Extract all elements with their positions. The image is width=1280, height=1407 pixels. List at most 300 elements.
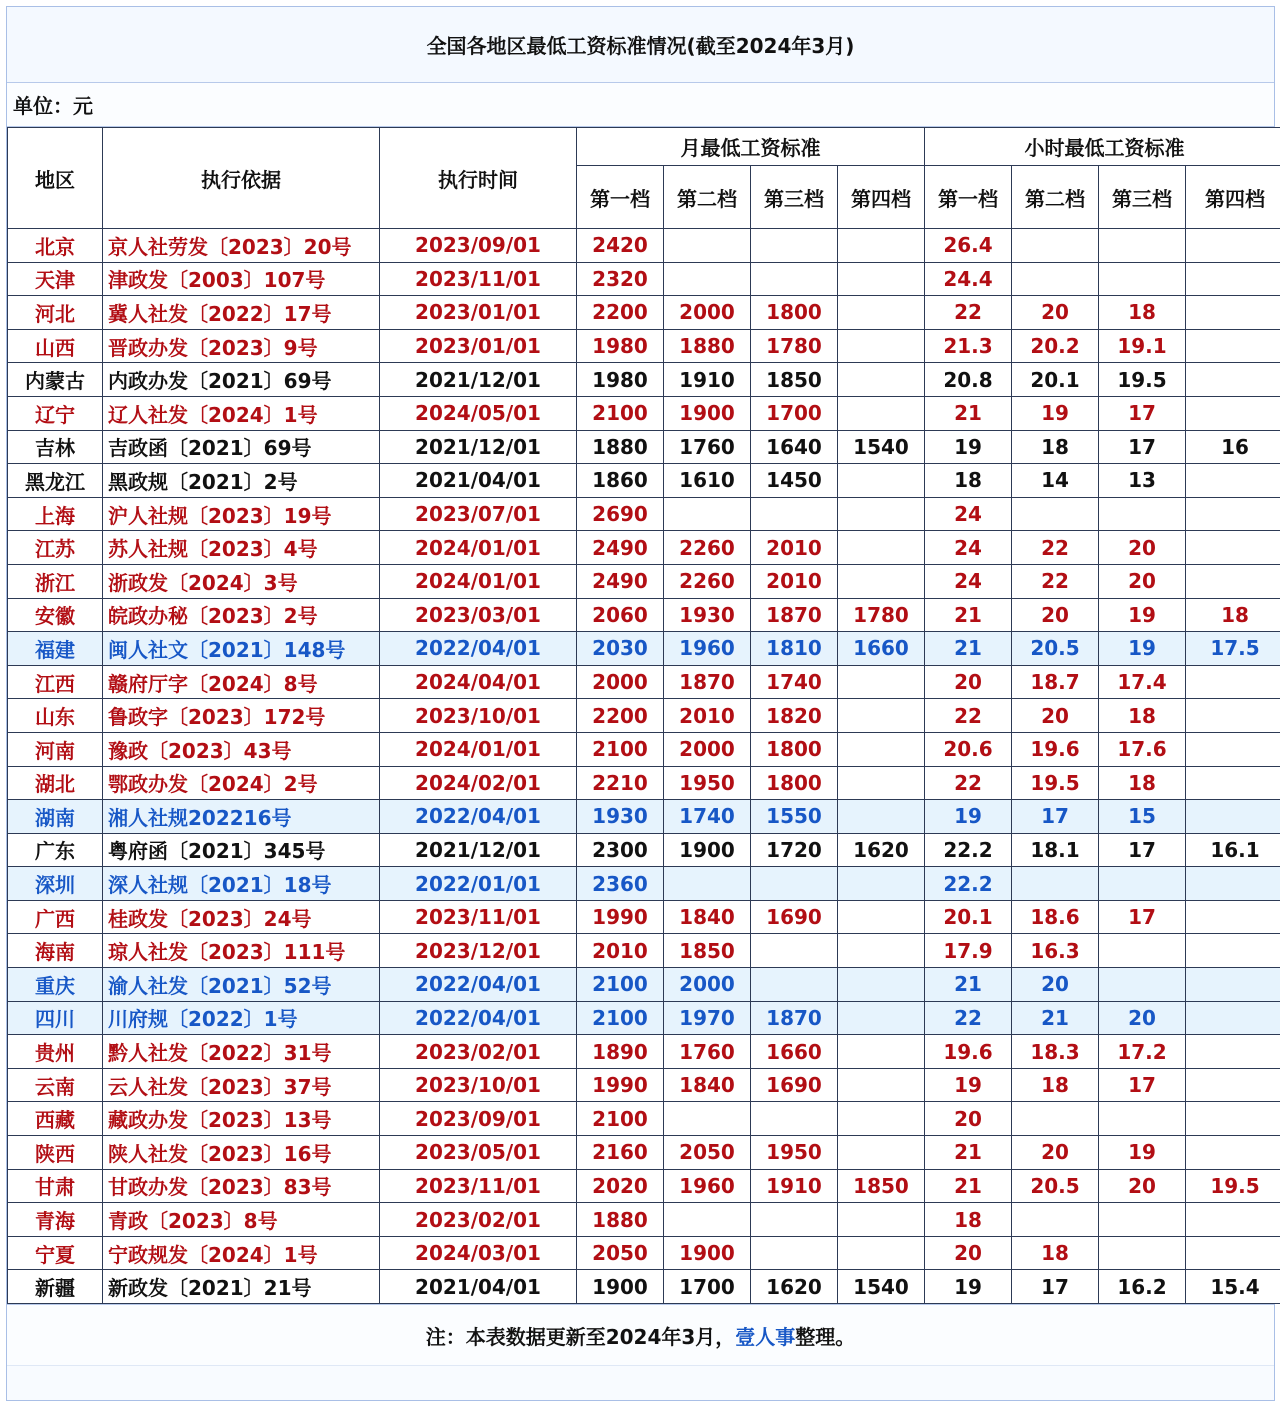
monthly-tier-1-cell: 2160 (577, 1136, 664, 1170)
date-cell: 2024/05/01 (380, 396, 577, 430)
region-cell: 安徽 (8, 598, 103, 632)
hourly-tier-1-cell: 21 (925, 1169, 1012, 1203)
monthly-tier-1-cell: 2320 (577, 262, 664, 296)
monthly-tier-2-cell: 1760 (664, 430, 751, 464)
hourly-tier-3-cell: 17.2 (1099, 1035, 1186, 1069)
hourly-tier-3-cell: 17 (1099, 430, 1186, 464)
hourly-tier-1-cell: 21 (925, 598, 1012, 632)
basis-cell: 京人社劳发〔2023〕20号 (103, 229, 380, 263)
monthly-tier-3-cell (751, 934, 838, 968)
monthly-tier-2-cell (664, 262, 751, 296)
region-cell: 河北 (8, 296, 103, 330)
monthly-tier-2-cell (664, 229, 751, 263)
monthly-tier-2-cell (664, 1203, 751, 1237)
table-row (8, 262, 1280, 296)
table-row (8, 1270, 1280, 1304)
hourly-tier-3-cell (1099, 867, 1186, 901)
monthly-tier-1-cell: 2100 (577, 1102, 664, 1136)
hourly-tier-3-cell (1099, 1102, 1186, 1136)
table-row (8, 934, 1280, 968)
table-row (8, 363, 1280, 397)
hourly-tier-3-cell: 20 (1099, 531, 1186, 565)
hourly-tier-1-cell: 18 (925, 464, 1012, 498)
hourly-tier-3-cell (1099, 1236, 1186, 1270)
monthly-tier-2-cell: 1840 (664, 900, 751, 934)
hourly-tier-4-cell (1186, 968, 1280, 1002)
date-cell: 2024/01/01 (380, 564, 577, 598)
region-cell: 四川 (8, 1001, 103, 1035)
header-region: 地区 (8, 128, 103, 229)
region-cell: 江苏 (8, 531, 103, 565)
monthly-tier-4-cell: 1660 (838, 632, 925, 666)
monthly-tier-1-cell: 1860 (577, 464, 664, 498)
unit-label: 单位：元 (7, 83, 1274, 127)
header-hourly-tier-2: 第二档 (1012, 166, 1099, 229)
hourly-tier-1-cell: 20.8 (925, 363, 1012, 397)
monthly-tier-1-cell: 2200 (577, 699, 664, 733)
hourly-tier-4-cell (1186, 934, 1280, 968)
monthly-tier-1-cell: 2100 (577, 732, 664, 766)
basis-cell: 渝人社发〔2021〕52号 (103, 968, 380, 1002)
table-row (8, 564, 1280, 598)
region-cell: 吉林 (8, 430, 103, 464)
monthly-tier-4-cell (838, 934, 925, 968)
hourly-tier-4-cell (1186, 1236, 1280, 1270)
basis-cell: 赣府厅字〔2024〕8号 (103, 665, 380, 699)
monthly-tier-2-cell: 1900 (664, 833, 751, 867)
monthly-tier-4-cell: 1780 (838, 598, 925, 632)
monthly-tier-3-cell (751, 1203, 838, 1237)
monthly-tier-4-cell (838, 1203, 925, 1237)
hourly-tier-3-cell: 18 (1099, 766, 1186, 800)
hourly-tier-1-cell: 21 (925, 968, 1012, 1002)
monthly-tier-1-cell: 1880 (577, 1203, 664, 1237)
table-row (8, 665, 1280, 699)
table-row (8, 329, 1280, 363)
basis-cell: 辽人社发〔2024〕1号 (103, 396, 380, 430)
monthly-tier-4-cell (838, 665, 925, 699)
monthly-tier-1-cell: 2060 (577, 598, 664, 632)
footer-suffix: 整理。 (795, 1324, 856, 1349)
hourly-tier-1-cell: 17.9 (925, 934, 1012, 968)
date-cell: 2023/05/01 (380, 1136, 577, 1170)
hourly-tier-3-cell: 17.6 (1099, 732, 1186, 766)
monthly-tier-4-cell (838, 564, 925, 598)
hourly-tier-1-cell: 22 (925, 296, 1012, 330)
hourly-tier-4-cell (1186, 900, 1280, 934)
hourly-tier-3-cell: 19.1 (1099, 329, 1186, 363)
monthly-tier-3-cell: 1700 (751, 396, 838, 430)
table-row (8, 531, 1280, 565)
region-cell: 湖北 (8, 766, 103, 800)
monthly-tier-4-cell (838, 900, 925, 934)
basis-cell: 津政发〔2003〕107号 (103, 262, 380, 296)
hourly-tier-2-cell: 20.5 (1012, 632, 1099, 666)
date-cell: 2023/01/01 (380, 329, 577, 363)
monthly-tier-3-cell: 1780 (751, 329, 838, 363)
hourly-tier-4-cell: 16 (1186, 430, 1280, 464)
date-cell: 2024/01/01 (380, 732, 577, 766)
hourly-tier-2-cell: 20.5 (1012, 1169, 1099, 1203)
monthly-tier-2-cell (664, 497, 751, 531)
table-row (8, 833, 1280, 867)
hourly-tier-2-cell: 16.3 (1012, 934, 1099, 968)
monthly-tier-1-cell: 2200 (577, 296, 664, 330)
hourly-tier-1-cell: 21.3 (925, 329, 1012, 363)
date-cell: 2022/01/01 (380, 867, 577, 901)
monthly-tier-1-cell: 2490 (577, 564, 664, 598)
header-monthly-group: 月最低工资标准 (577, 128, 925, 166)
table-row (8, 1102, 1280, 1136)
region-cell: 广东 (8, 833, 103, 867)
header-monthly-tier-2: 第二档 (664, 166, 751, 229)
monthly-tier-4-cell (838, 968, 925, 1002)
monthly-tier-2-cell: 2000 (664, 732, 751, 766)
monthly-tier-2-cell: 1700 (664, 1270, 751, 1304)
monthly-tier-4-cell (838, 497, 925, 531)
hourly-tier-3-cell (1099, 229, 1186, 263)
header-hourly-tier-3: 第三档 (1099, 166, 1186, 229)
hourly-tier-4-cell (1186, 363, 1280, 397)
hourly-tier-3-cell: 20 (1099, 1169, 1186, 1203)
hourly-tier-1-cell: 22 (925, 699, 1012, 733)
monthly-tier-4-cell (838, 229, 925, 263)
wage-table (7, 127, 1280, 1304)
region-cell: 天津 (8, 262, 103, 296)
date-cell: 2021/04/01 (380, 1270, 577, 1304)
hourly-tier-3-cell: 18 (1099, 296, 1186, 330)
monthly-tier-4-cell (838, 1001, 925, 1035)
basis-cell: 云人社发〔2023〕37号 (103, 1068, 380, 1102)
date-cell: 2023/02/01 (380, 1035, 577, 1069)
region-cell: 江西 (8, 665, 103, 699)
hourly-tier-2-cell: 19 (1012, 396, 1099, 430)
header-hourly-group: 小时最低工资标准 (925, 128, 1280, 166)
monthly-tier-1-cell: 1980 (577, 329, 664, 363)
header-hourly-tier-1: 第一档 (925, 166, 1012, 229)
monthly-tier-2-cell: 2050 (664, 1136, 751, 1170)
hourly-tier-3-cell: 13 (1099, 464, 1186, 498)
region-cell: 山东 (8, 699, 103, 733)
monthly-tier-3-cell: 2010 (751, 564, 838, 598)
hourly-tier-2-cell: 20 (1012, 296, 1099, 330)
hourly-tier-1-cell: 24 (925, 531, 1012, 565)
monthly-tier-1-cell: 2030 (577, 632, 664, 666)
header-monthly-tier-1: 第一档 (577, 166, 664, 229)
monthly-tier-3-cell: 1740 (751, 665, 838, 699)
monthly-tier-2-cell: 1850 (664, 934, 751, 968)
region-cell: 云南 (8, 1068, 103, 1102)
hourly-tier-4-cell (1186, 464, 1280, 498)
monthly-tier-4-cell (838, 1236, 925, 1270)
hourly-tier-3-cell: 18 (1099, 699, 1186, 733)
table-row (8, 430, 1280, 464)
table-row (8, 766, 1280, 800)
hourly-tier-1-cell: 20 (925, 1236, 1012, 1270)
hourly-tier-4-cell (1186, 800, 1280, 834)
hourly-tier-3-cell: 17 (1099, 833, 1186, 867)
basis-cell: 豫政〔2023〕43号 (103, 732, 380, 766)
table-row (8, 1169, 1280, 1203)
region-cell: 甘肃 (8, 1169, 103, 1203)
hourly-tier-1-cell: 22 (925, 1001, 1012, 1035)
monthly-tier-3-cell: 1690 (751, 1068, 838, 1102)
footer-prefix: 注：本表数据更新至2024年3月， (425, 1324, 736, 1349)
hourly-tier-2-cell (1012, 867, 1099, 901)
hourly-tier-4-cell (1186, 531, 1280, 565)
header-monthly-tier-4: 第四档 (838, 166, 925, 229)
hourly-tier-1-cell: 24 (925, 497, 1012, 531)
hourly-tier-2-cell: 21 (1012, 1001, 1099, 1035)
header-date: 执行时间 (380, 128, 577, 229)
hourly-tier-2-cell: 18.7 (1012, 665, 1099, 699)
monthly-tier-2-cell: 1910 (664, 363, 751, 397)
table-row (8, 296, 1280, 330)
hourly-tier-3-cell: 17 (1099, 1068, 1186, 1102)
monthly-tier-2-cell: 1610 (664, 464, 751, 498)
hourly-tier-2-cell (1012, 229, 1099, 263)
date-cell: 2024/01/01 (380, 531, 577, 565)
date-cell: 2022/04/01 (380, 1001, 577, 1035)
date-cell: 2023/11/01 (380, 262, 577, 296)
monthly-tier-4-cell (838, 531, 925, 565)
monthly-tier-2-cell: 2260 (664, 531, 751, 565)
hourly-tier-1-cell: 22 (925, 766, 1012, 800)
monthly-tier-3-cell (751, 229, 838, 263)
hourly-tier-4-cell: 17.5 (1186, 632, 1280, 666)
monthly-tier-4-cell: 1540 (838, 430, 925, 464)
region-cell: 内蒙古 (8, 363, 103, 397)
hourly-tier-2-cell: 18 (1012, 1068, 1099, 1102)
monthly-tier-4-cell (838, 732, 925, 766)
date-cell: 2021/04/01 (380, 464, 577, 498)
monthly-tier-2-cell: 2000 (664, 296, 751, 330)
monthly-tier-4-cell (838, 464, 925, 498)
hourly-tier-2-cell: 22 (1012, 564, 1099, 598)
region-cell: 河南 (8, 732, 103, 766)
basis-cell: 陕人社发〔2023〕16号 (103, 1136, 380, 1170)
basis-cell: 藏政办发〔2023〕13号 (103, 1102, 380, 1136)
header-basis: 执行依据 (103, 128, 380, 229)
table-row (8, 497, 1280, 531)
monthly-tier-3-cell: 1550 (751, 800, 838, 834)
hourly-tier-3-cell: 17 (1099, 396, 1186, 430)
basis-cell: 湘人社规202216号 (103, 800, 380, 834)
hourly-tier-4-cell (1186, 329, 1280, 363)
date-cell: 2022/04/01 (380, 632, 577, 666)
table-row (8, 867, 1280, 901)
date-cell: 2021/12/01 (380, 430, 577, 464)
monthly-tier-4-cell (838, 800, 925, 834)
region-cell: 深圳 (8, 867, 103, 901)
hourly-tier-3-cell: 19 (1099, 598, 1186, 632)
region-cell: 广西 (8, 900, 103, 934)
hourly-tier-3-cell (1099, 262, 1186, 296)
region-cell: 青海 (8, 1203, 103, 1237)
date-cell: 2023/09/01 (380, 1102, 577, 1136)
region-cell: 湖南 (8, 800, 103, 834)
table-row (8, 1136, 1280, 1170)
monthly-tier-1-cell: 1900 (577, 1270, 664, 1304)
monthly-tier-4-cell: 1620 (838, 833, 925, 867)
table-body (8, 229, 1280, 1304)
date-cell: 2022/04/01 (380, 800, 577, 834)
hourly-tier-1-cell: 19 (925, 800, 1012, 834)
hourly-tier-4-cell (1186, 867, 1280, 901)
date-cell: 2021/12/01 (380, 363, 577, 397)
hourly-tier-1-cell: 20 (925, 1102, 1012, 1136)
monthly-tier-2-cell: 2000 (664, 968, 751, 1002)
hourly-tier-3-cell (1099, 934, 1186, 968)
monthly-tier-2-cell: 2010 (664, 699, 751, 733)
hourly-tier-1-cell: 24 (925, 564, 1012, 598)
hourly-tier-2-cell: 20 (1012, 598, 1099, 632)
region-cell: 陕西 (8, 1136, 103, 1170)
date-cell: 2024/04/01 (380, 665, 577, 699)
monthly-tier-2-cell: 1840 (664, 1068, 751, 1102)
date-cell: 2023/03/01 (380, 598, 577, 632)
hourly-tier-1-cell: 20.1 (925, 900, 1012, 934)
monthly-tier-4-cell (838, 1068, 925, 1102)
hourly-tier-3-cell: 17 (1099, 900, 1186, 934)
table-row (8, 464, 1280, 498)
hourly-tier-2-cell: 20 (1012, 699, 1099, 733)
region-cell: 宁夏 (8, 1236, 103, 1270)
monthly-tier-4-cell (838, 766, 925, 800)
monthly-tier-3-cell: 1640 (751, 430, 838, 464)
monthly-tier-1-cell: 1980 (577, 363, 664, 397)
hourly-tier-4-cell (1186, 262, 1280, 296)
hourly-tier-1-cell: 20 (925, 665, 1012, 699)
monthly-tier-2-cell: 1970 (664, 1001, 751, 1035)
hourly-tier-1-cell: 24.4 (925, 262, 1012, 296)
hourly-tier-1-cell: 26.4 (925, 229, 1012, 263)
hourly-tier-2-cell: 20 (1012, 1136, 1099, 1170)
monthly-tier-4-cell (838, 1035, 925, 1069)
monthly-tier-1-cell: 2490 (577, 531, 664, 565)
date-cell: 2024/03/01 (380, 1236, 577, 1270)
table-row (8, 229, 1280, 263)
hourly-tier-1-cell: 22.2 (925, 833, 1012, 867)
monthly-tier-2-cell: 1960 (664, 632, 751, 666)
hourly-tier-2-cell: 19.5 (1012, 766, 1099, 800)
monthly-tier-4-cell (838, 699, 925, 733)
date-cell: 2023/10/01 (380, 699, 577, 733)
hourly-tier-2-cell: 22 (1012, 531, 1099, 565)
hourly-tier-2-cell: 17 (1012, 1270, 1099, 1304)
basis-cell: 黑政规〔2021〕2号 (103, 464, 380, 498)
table-row (8, 632, 1280, 666)
table-row (8, 699, 1280, 733)
date-cell: 2023/02/01 (380, 1203, 577, 1237)
monthly-tier-4-cell (838, 363, 925, 397)
monthly-tier-4-cell: 1540 (838, 1270, 925, 1304)
region-cell: 海南 (8, 934, 103, 968)
monthly-tier-3-cell (751, 262, 838, 296)
hourly-tier-4-cell (1186, 1068, 1280, 1102)
hourly-tier-4-cell (1186, 396, 1280, 430)
table-row (8, 1236, 1280, 1270)
table-header (8, 128, 1280, 229)
hourly-tier-2-cell: 19.6 (1012, 732, 1099, 766)
region-cell: 贵州 (8, 1035, 103, 1069)
hourly-tier-4-cell (1186, 766, 1280, 800)
hourly-tier-3-cell: 19.5 (1099, 363, 1186, 397)
basis-cell: 桂政发〔2023〕24号 (103, 900, 380, 934)
monthly-tier-4-cell (838, 1102, 925, 1136)
hourly-tier-2-cell: 17 (1012, 800, 1099, 834)
monthly-tier-3-cell: 1820 (751, 699, 838, 733)
table-row (8, 800, 1280, 834)
hourly-tier-2-cell (1012, 1102, 1099, 1136)
basis-cell: 冀人社发〔2022〕17号 (103, 296, 380, 330)
monthly-tier-4-cell (838, 296, 925, 330)
monthly-tier-4-cell (838, 262, 925, 296)
hourly-tier-3-cell (1099, 968, 1186, 1002)
hourly-tier-3-cell: 20 (1099, 564, 1186, 598)
monthly-tier-2-cell: 1960 (664, 1169, 751, 1203)
monthly-tier-3-cell: 1620 (751, 1270, 838, 1304)
region-cell: 山西 (8, 329, 103, 363)
basis-cell: 琼人社发〔2023〕111号 (103, 934, 380, 968)
monthly-tier-4-cell (838, 1136, 925, 1170)
hourly-tier-1-cell: 22.2 (925, 867, 1012, 901)
hourly-tier-2-cell: 18 (1012, 1236, 1099, 1270)
hourly-tier-2-cell: 18.3 (1012, 1035, 1099, 1069)
basis-cell: 苏人社规〔2023〕4号 (103, 531, 380, 565)
hourly-tier-3-cell: 19 (1099, 1136, 1186, 1170)
monthly-tier-1-cell: 1880 (577, 430, 664, 464)
monthly-tier-3-cell: 1450 (751, 464, 838, 498)
hourly-tier-1-cell: 18 (925, 1203, 1012, 1237)
monthly-tier-3-cell: 1850 (751, 363, 838, 397)
monthly-tier-1-cell: 2100 (577, 1001, 664, 1035)
hourly-tier-4-cell (1186, 1203, 1280, 1237)
hourly-tier-4-cell (1186, 732, 1280, 766)
monthly-tier-3-cell: 1870 (751, 1001, 838, 1035)
table-row (8, 1001, 1280, 1035)
monthly-tier-4-cell: 1850 (838, 1169, 925, 1203)
header-monthly-tier-3: 第三档 (751, 166, 838, 229)
monthly-tier-3-cell (751, 1236, 838, 1270)
hourly-tier-1-cell: 20.6 (925, 732, 1012, 766)
basis-cell: 皖政办秘〔2023〕2号 (103, 598, 380, 632)
monthly-tier-1-cell: 2420 (577, 229, 664, 263)
monthly-tier-2-cell (664, 867, 751, 901)
basis-cell: 黔人社发〔2022〕31号 (103, 1035, 380, 1069)
monthly-tier-3-cell: 2010 (751, 531, 838, 565)
monthly-tier-2-cell: 1740 (664, 800, 751, 834)
monthly-tier-1-cell: 2360 (577, 867, 664, 901)
monthly-tier-4-cell (838, 329, 925, 363)
basis-cell: 新政发〔2021〕21号 (103, 1270, 380, 1304)
monthly-tier-1-cell: 2050 (577, 1236, 664, 1270)
hourly-tier-1-cell: 21 (925, 632, 1012, 666)
monthly-tier-3-cell (751, 968, 838, 1002)
date-cell: 2023/01/01 (380, 296, 577, 330)
date-cell: 2022/04/01 (380, 968, 577, 1002)
monthly-tier-4-cell (838, 867, 925, 901)
hourly-tier-4-cell (1186, 1001, 1280, 1035)
table-row (8, 598, 1280, 632)
monthly-tier-3-cell: 1800 (751, 296, 838, 330)
region-cell: 福建 (8, 632, 103, 666)
hourly-tier-4-cell (1186, 296, 1280, 330)
region-cell: 辽宁 (8, 396, 103, 430)
basis-cell: 鄂政办发〔2024〕2号 (103, 766, 380, 800)
basis-cell: 甘政办发〔2023〕83号 (103, 1169, 380, 1203)
hourly-tier-4-cell: 18 (1186, 598, 1280, 632)
